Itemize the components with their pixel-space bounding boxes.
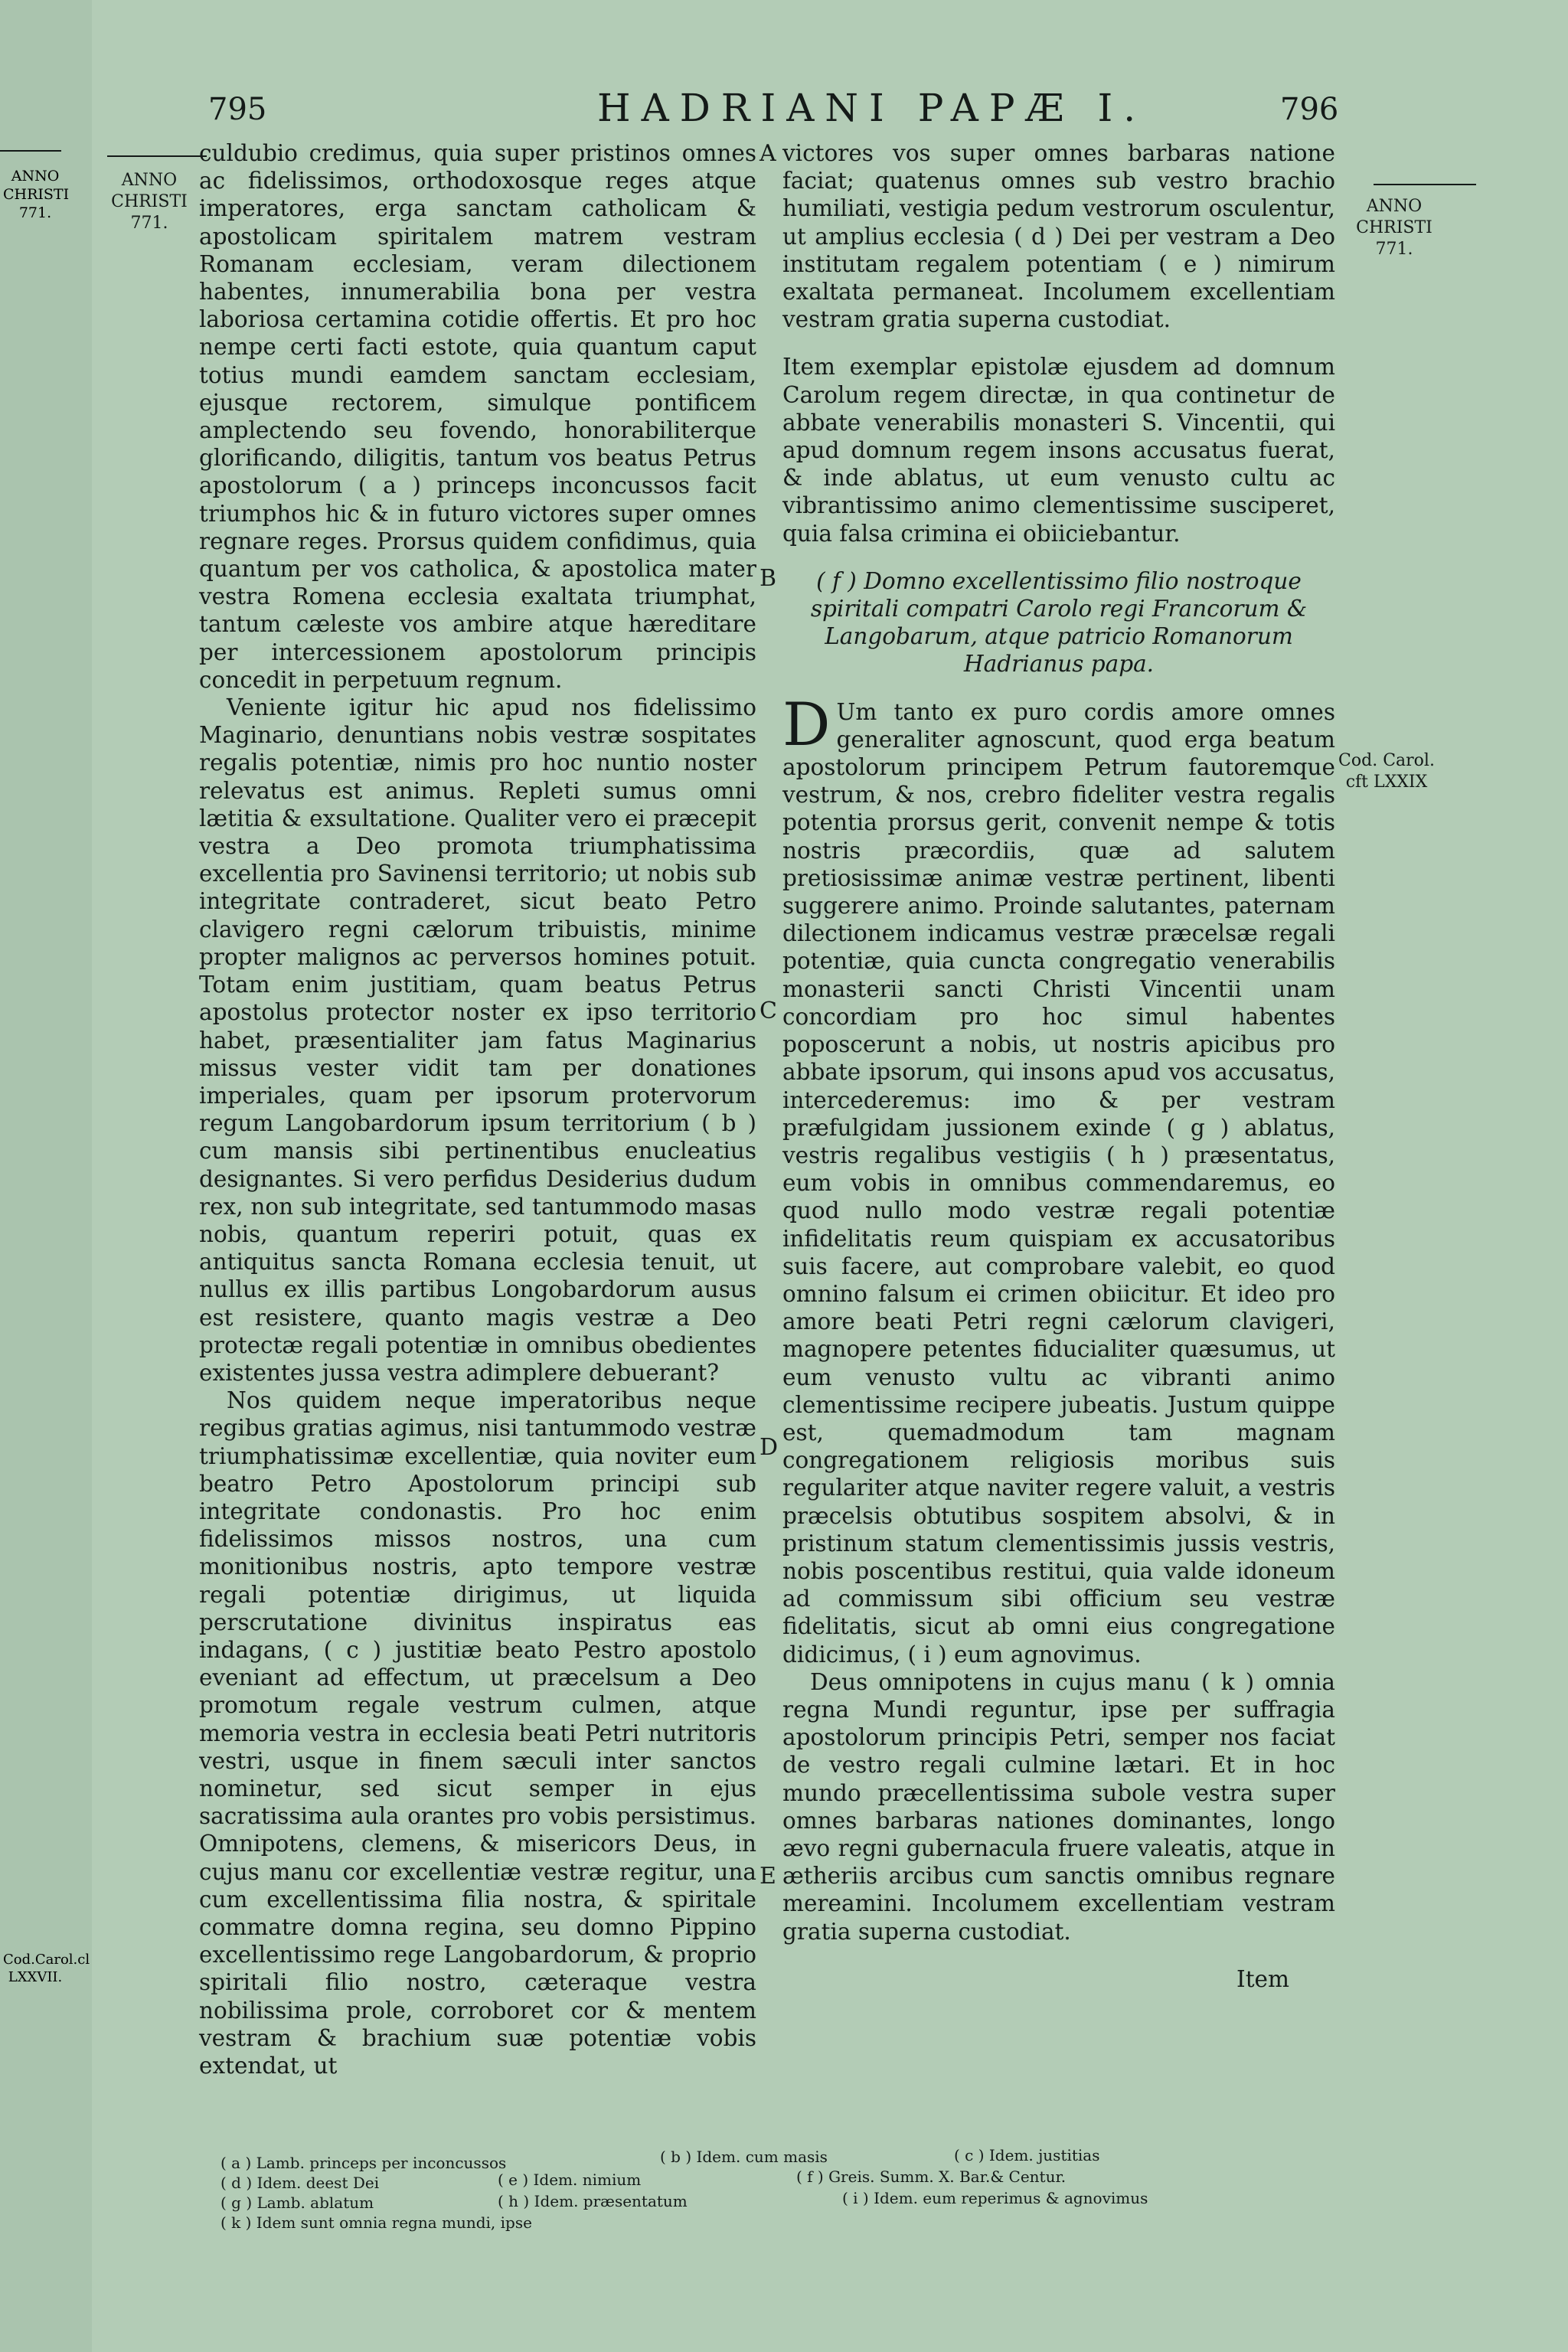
section-marker-d: D <box>760 1434 779 1461</box>
footnote: ( h ) Idem. præsentatum <box>498 2192 688 2210</box>
footnote: ( c ) Idem. justitias <box>954 2146 1100 2164</box>
margin-year-note: ANNO CHRISTI 771. <box>111 171 188 233</box>
right-text-column <box>782 139 1335 1993</box>
footnote: ( g ) Lamb. ablatum <box>220 2194 374 2212</box>
margin-rule <box>0 150 61 152</box>
margin-year-note: ANNO CHRISTI 771. <box>3 168 70 221</box>
margin-rule <box>1374 184 1476 185</box>
paragraph: culdubio credimus, quia super pristinos omnes ac fidelissimos, orthodoxosque reges atque imperatores, erga sanctam catholicam & apostolicam spiritalem matrem vestram Romanam ecclesiam, veram dilectionem habentes, innumerabilia bona per vestra laboriosa certamina cotidie offertis. Et pro hoc nempe certi facti estote, quia quantum caput totius mundi eamdem sanctam ecclesiam, ejusque rectorem, simulque pontificem amplectendo seu fovendo, honorabiliterque glorificando, diligitis, tantum vos beatus Petrus apostolorum ( a ) princeps inconcussos facit triumphos hic & in futuro victores super omnes regnare reges. Prorsus quidem confidimus, quia quantum per vos catholica, & apostolica mater vestra Romena ecclesia exaltata triumphat, tantum cæleste vos ambire atque hæreditare per intercessionem apostolorum principis concedit in perpetuum regnum. <box>199 140 756 693</box>
drop-cap: D <box>782 690 831 760</box>
margin-codex-note: Cod. Carol. cft LXXIX <box>1338 751 1435 792</box>
left-text-column <box>199 139 756 2079</box>
section-marker-c: C <box>760 998 777 1024</box>
catchword: Item <box>1236 1965 1289 1992</box>
section-marker-b: B <box>760 565 777 592</box>
book-page <box>92 0 1568 2352</box>
letter-body: Um tanto ex puro cordis amore omnes generaliter agnoscunt, quod erga beatum apostolorum principem Petrum fautoremque vestrum, & nos, crebro fideliter vestra regalis potentia prorsus gerit, convenit nempe & totis nostris præcordiis, quæ ad salutem pretiosissimæ animæ vestræ pertinent, libenti suggerere animo. Proinde salutantes, paternam dilectionem indicamus vestræ præcelsæ regali potentiæ, quia cuncta congregatio venerabilis monasterii sancti Christi Vincentii unam concordiam pro hoc simul habentes poposcerunt a nobis, ut nostris apicibus pro abbate ipsorum, qui insons apud vos accusatus, intercederemus: imo & per vestram præfulgidam jussionem exinde ( g ) ablatus, vestris regalibus vestigiis ( h ) præsentatus, eum vobis in omnibus commendaremus, eo quod nullo modo vestræ regali potentiæ infidelitatis reum quispiam ex accusatoribus suis facere, aut comprobare valebit, eo quod omnino falsum ei crimen obiicitur. Et ideo pro amore beati Petri regni cælorum clavigeri, magnopere petentes fiducialiter quæsumus, ut eum venusto vultu ac vibranti animo clementissime recipere jubeatis. Justum quippe est, quemadmodum tam magnam congregationem religiosis moribus suis regulariter atque naviter regere valuit, a vestris præcelsis obtutibus sospitem absolvi, & in pristinum statum clementissimis jussis vestris, nobis poscentibus restitui, quia valde idoneum ad commissum sibi officium seu vestræ fidelitatis, sicut ab omni eius congregatione didicimus, ( i ) eum agnovimus. <box>782 698 1335 1668</box>
margin-rule <box>107 155 207 157</box>
left-page-number: 795 <box>208 92 267 127</box>
running-title: HADRIANI PAPÆ I. <box>597 86 1147 130</box>
paragraph <box>782 690 1335 1668</box>
adjacent-page-edge <box>0 0 93 2352</box>
letter-salutation: ( f ) Domno excellentissimo filio nostroque spiritali compatri Carolo regi Francorum & Langobarum, atque patricio Romanorum Hadrianus papa. <box>810 567 1308 678</box>
margin-codex-note: Cod.Carol.cl LXXVII. <box>3 1952 90 1985</box>
right-page-number: 796 <box>1280 92 1339 127</box>
section-marker-e: E <box>760 1863 776 1890</box>
paragraph: Veniente igitur hic apud nos fidelissimo Maginario, denuntians nobis vestræ sospitates regalis potentiæ, nimis pro hoc nuntio noster relevatus est animus. Repleti sumus omni lætitia & exsultatione. Qualiter vero ei præcepit vestra a Deo promota triumphatissima excellentia pro Savinensi territorio; ut nobis sub integritate contraderet, sicut beato Petro clavigero regni cælorum tribuistis, minime propter malignos ac perversos homines potuit. Totam enim justitiam, quam beatus Petrus apostolus protector noster ex ipso territorio habet, præsentialiter jam fatus Maginarius missus vester vidit tam per donationes imperiales, quam per ipsorum protervorum regum Langobardorum ipsum territorium ( b ) cum mansis sibi pertinentibus enucleatius designantes. Si vero perfidus Desiderius dudum rex, non sub integritate, sed tantummodo masas nobis, quantum reperiri potuit, quas ex antiquitus sancta Romana ecclesia tenuit, ut nullus ex illis partibus Longobardorum ausus est resistere, quanto magis vestræ a Deo protectæ regali potentiæ in omnibus obedientes existentes jussa vestra adimplere debuerant? <box>199 694 756 1386</box>
footnote: ( d ) Idem. deest Dei <box>220 2174 380 2192</box>
footnote: ( i ) Idem. eum reperimus & agnovimus <box>842 2189 1148 2207</box>
paragraph: Deus omnipotens in cujus manu ( k ) omnia regna Mundi reguntur, ipse per suffragia apostolorum principis Petri, semper nos faciat de vestro regali culmine lætari. Et in hoc mundo præcellentissima subole vestra super omnes barbaras nationes dominantes, longo ævo regni gubernacula fruere valeatis, atque in ætheriis arcibus cum sanctis omnibus regnare mereamini. Incolumem excellentiam vestram gratia superna custodiat. <box>782 1668 1335 1945</box>
footnote: ( a ) Lamb. princeps per inconcussos <box>220 2154 507 2172</box>
letter-heading: Item exemplar epistolæ ejusdem ad domnum Carolum regem directæ, in qua continetur de abbate venerabilis monasteri S. Vincentii, qui apud domnum regem insons accusatus fuerat, & inde ablatus, ut eum venusto cultu ac vibrantissimo animo clementissime susciperet, quia falsa crimina ei obiiciebantur. <box>782 354 1335 547</box>
section-marker-a: A <box>760 140 776 167</box>
margin-year-note: ANNO CHRISTI 771. <box>1356 197 1432 259</box>
paragraph: Nos quidem neque imperatoribus neque regibus gratias agimus, nisi tantummodo vestræ triumphatissimæ excellentiæ, quia noviter eum beatro Petro Apostolorum principi sub integritate condonastis. Pro hoc enim fidelissimos missos nostros, una cum monitionibus nostris, apto tempore vestræ regali potentiæ dirigimus, ut liquida perscrutatione divinitus inspiratus eas indagans, ( c ) justitiæ beato Pestro apostolo eveniant ad effectum, ut præcelsum a Deo promotum regale vestrum culmen, atque memoria vestra in ecclesia beati Petri nutritoris vestri, usque in finem sæculi inter sanctos nominetur, sed sicut semper in ejus sacratissima aula orantes pro vobis persistimus. Omnipotens, clemens, & misericors Deus, in cujus manu cor excellentiæ vestræ regitur, una cum excellentissima filia nostra, & spiritale commatre domna regina, seu domno Pippino excellentissimo rege Langobardorum, & proprio spiritali filio nostro, cæteraque vestra nobilissima prole, corroboret cor & mentem vestram & brachium suæ potentiæ vobis extendat, ut <box>199 1387 756 2079</box>
footnote: ( k ) Idem sunt omnia regna mundi, ipse <box>220 2213 532 2232</box>
paragraph: victores vos super omnes barbaras natione faciat; quatenus omnes sub vestro brachio humiliati, vestigia pedum vestrorum osculentur, ut amplius ecclesia ( d ) Dei per vestram a Deo institutam regalem potentiam ( e ) nimirum exaltata permaneat. Incolumem excellentiam vestram gratia superna custodiat. <box>782 140 1335 333</box>
footnote: ( f ) Greis. Summ. X. Bar.& Centur. <box>796 2167 1067 2186</box>
footnote: ( b ) Idem. cum masis <box>660 2148 828 2166</box>
footnote: ( e ) Idem. nimium <box>498 2171 642 2189</box>
